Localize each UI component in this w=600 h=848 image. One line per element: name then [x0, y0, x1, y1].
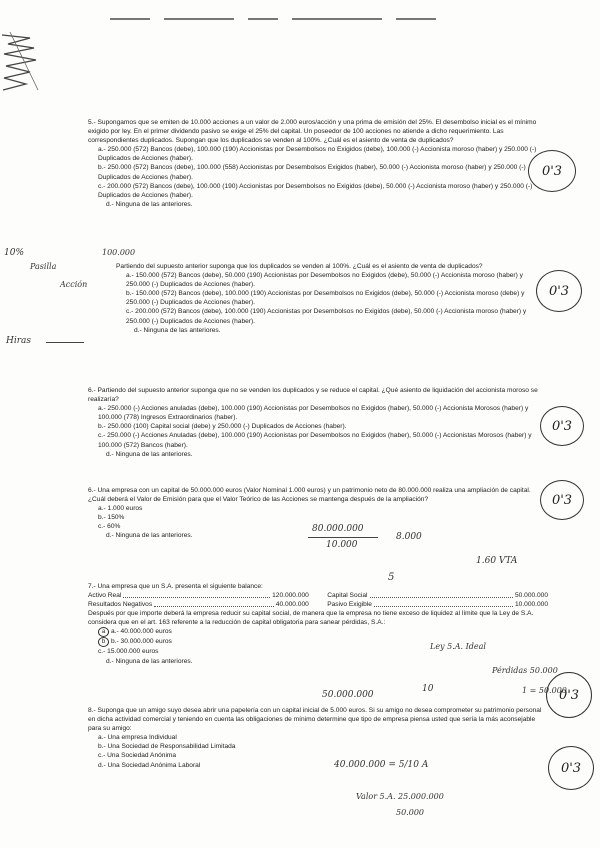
- answer-option[interactable]: [88, 627, 548, 637]
- selected-mark-icon: a: [98, 627, 109, 637]
- answer-option-text: a.- 40.000.000 euros: [111, 628, 172, 636]
- handwritten-number: 5: [388, 572, 395, 583]
- balance-label: Capital Social: [327, 592, 368, 600]
- question-7: [88, 386, 548, 459]
- handwritten-fraction-bottom: 10.000: [326, 540, 358, 550]
- answer-option[interactable]: d.- Ninguna de las anteriores.: [106, 200, 193, 208]
- answer-option[interactable]: c.- 15.000.000 euros: [98, 648, 159, 656]
- question-stem: 6.- Una empresa con un capital de 50.000.000 euros (Valor Nominal 1.000 euros) y un patrimonio neto de 80.000.000 realiza una ampliación de capital. ¿Cuál deberá el Valor de Emisión para que el Valor Teórico de las Acciones se mantenga después de la ampliación?: [88, 487, 531, 504]
- score-circle: 0'3: [548, 746, 594, 790]
- answer-option[interactable]: b.- 150.000 (572) Bancos (debe), 100.000 (190) Accionistas por Desembolsos no Exigidos (debe), 50.000 (-) Accionista moroso (debe) y 250.000 (-) Duplicados de Acciones (haber).: [126, 290, 525, 307]
- answer-option[interactable]: d.- Ninguna de las anteriores.: [134, 326, 221, 334]
- question-stem: Partiendo del supuesto anterior suponga que los duplicados se venden al 100%. ¿Cuál es el asiento de venta de duplicados?: [116, 263, 483, 270]
- balance-value: 120.000.000: [272, 592, 309, 600]
- question-stem-continued: Después por que importe deberá la empresa reducir su capital social, de manera que la empresa no tiene exceso de liquidez al límite que la Ley de S.A. considera que en el art. 163 referente a la reducción de capital obligatoria para sanear pérdidas, S.A.:: [88, 610, 534, 627]
- handwritten-note: 1.60 VTA: [476, 556, 518, 566]
- question-5: [88, 118, 548, 209]
- handwritten-side-note: 1 = 50.000: [522, 686, 567, 695]
- question-9: [88, 582, 548, 666]
- handwritten-fraction-top: 80.000.000: [312, 524, 364, 534]
- question-stem: 8.- Suponga que un amigo suyo desea abrir una papelería con un capital inicial de 5.000 euros. Si su amigo no desea comprometer su patrimonio personal en dicha actividad comercial y teniendo en cuenta las obligaciones de mínimo determine que tipo de empresa piensa usted que sería la más aconsejable para su amigo:: [88, 707, 542, 733]
- answer-option[interactable]: a.- 250.000 (572) Bancos (debe), 100.000 (190) Accionistas por Desembolsos no Exigidos (debe), 100.000 (-) Accionista moroso (haber) y 250.000 (-) Duplicados de Acciones (haber).: [98, 146, 537, 163]
- handwritten-number: 10: [422, 684, 434, 694]
- answer-option[interactable]: a.- 150.000 (572) Bancos (debe), 50.000 (190) Accionistas por Desembolsos no Exigidos (debe), 50.000 (-) Accionista moroso (haber) y 250.000 (-) Duplicados de Acciones (haber).: [126, 272, 523, 289]
- handwritten-note: 50.000: [396, 808, 424, 817]
- answer-option[interactable]: b.- 250.000 (572) Bancos (debe), 100.000 (558) Accionistas por Desembolsos Exigidos (haber), 50.000 (-) Accionista moroso (haber) y 250.000 (-) Duplicados de Acciones (haber).: [98, 164, 526, 181]
- balance-row: [88, 591, 548, 600]
- handwritten-amount: 50.000.000: [322, 690, 374, 700]
- handwritten-amount: 100.000: [102, 248, 136, 257]
- balance-label: Activo Real: [88, 592, 122, 600]
- answer-option[interactable]: a.- Una empresa Individual: [98, 734, 177, 742]
- margin-note: Hiras: [6, 336, 32, 346]
- answer-option[interactable]: d.- Ninguna de las anteriores.: [106, 450, 193, 458]
- answer-option[interactable]: c.- 200.000 (572) Bancos (debe), 100.000 (190) Accionistas por Desembolsos no Exigidos (debe), 50.000 (-) Accionista moroso (haber) y 250.000 (-) Duplicados de Acciones (haber).: [98, 182, 533, 199]
- question-6: [116, 262, 546, 335]
- handwritten-result: 8.000: [396, 532, 422, 542]
- answer-option[interactable]: c.- 200.000 (572) Bancos (debe), 100.000 (190) Accionistas por Desembolsos no Exigidos (debe), 50.000 (-) Accionista moroso (haber) y 250.000 (-) Duplicados de Acciones (haber).: [126, 308, 527, 325]
- fraction-bar: [308, 537, 378, 538]
- question-stem: 5.- Supongamos que se emiten de 10.000 acciones a un valor de 2.000 euros/acción y una prima de emisión del 25%. El desembolso inicial es el mínimo exigido por ley. En el primer dividendo pasivo se exige el 25% del capital. Un poseedor de 100 acciones no atiende a dicho requerimiento. Las correspondientes duplicados. Supongan que los duplicados se venden al 100%. ¿Cuál es el asiento de venta de duplicados?: [88, 119, 537, 145]
- handwritten-note: Valor 5.A. 25.000.000: [356, 792, 444, 801]
- answer-option[interactable]: a.- 250.000 (-) Acciones anuladas (debe), 100.000 (190) Accionistas por Desembolsos no Exigidos (haber), 50.000 (-) Accionista Morosos (haber) y 100.000 (778) Ingresos Extraordinarios (haber).: [98, 405, 529, 422]
- answer-option[interactable]: b.- 250.000 (100) Capital social (debe) y 250.000 (-) Duplicados de Acciones (haber).: [98, 423, 347, 431]
- margin-scratch-icon: [0, 30, 50, 100]
- balance-row: [88, 600, 548, 609]
- handwritten-formula: 40.000.000 = 5/10 A: [334, 760, 429, 770]
- answer-option[interactable]: c.- Una Sociedad Anónima: [98, 752, 177, 760]
- question-stem: 6.- Partiendo del supuesto anterior suponga que no se venden los duplicados y se reduce el capital. ¿Qué asiento de liquidación del accionista moroso se realizaría?: [88, 387, 538, 404]
- score-circle: 0'3: [540, 406, 584, 446]
- answer-option[interactable]: d.- Una Sociedad Anónima Laboral: [98, 761, 201, 769]
- selected-mark-icon: b: [98, 637, 109, 647]
- margin-note: Acción: [60, 280, 88, 289]
- question-10: [88, 706, 548, 770]
- answer-option[interactable]: c.- 250.000 (-) Acciones Anuladas (debe), 100.000 (190) Accionistas por Desembolsos no Exigidos (haber), 50.000 (-) Accionistas Morosos (haber) y 100.000 (572) Bancos (haber).: [98, 432, 532, 449]
- answer-option[interactable]: c.- 60%: [98, 523, 121, 531]
- balance-value: 10.000.000: [514, 601, 548, 609]
- balance-label: Resultados Negativos: [88, 601, 153, 609]
- balance-label: Pasivo Exigible: [327, 601, 372, 609]
- answer-option-text: b.- 30.000.000 euros: [111, 638, 172, 646]
- balance-value: 40.000.000: [275, 601, 309, 609]
- margin-note: 10%: [4, 248, 25, 258]
- score-circle: 0'3: [536, 270, 582, 312]
- handwritten-side-note: Pérdidas 50.000: [492, 666, 558, 675]
- answer-option[interactable]: b.- Una Sociedad de Responsabilidad Limitada: [98, 743, 236, 751]
- question-stem: 7.- Una empresa que un S.A. presenta el siguiente balance:: [88, 583, 263, 590]
- arrow-line: [46, 342, 84, 343]
- balance-value: 50.000.000: [514, 592, 548, 600]
- header-marks: [110, 10, 530, 18]
- score-circle: 0'3: [528, 150, 576, 192]
- answer-option[interactable]: d.- Ninguna de las anteriores.: [106, 657, 193, 665]
- margin-note: Pasilla: [30, 262, 57, 271]
- score-circle: 0'3: [540, 480, 584, 520]
- answer-option[interactable]: d.- Ninguna de las anteriores.: [106, 532, 193, 540]
- answer-option[interactable]: a.- 1.000 euros: [98, 505, 143, 513]
- answer-option[interactable]: b.- 150%: [98, 514, 125, 522]
- score-circle: 0'3: [546, 672, 592, 718]
- handwritten-note: Ley 5.A. Ideal: [430, 642, 486, 651]
